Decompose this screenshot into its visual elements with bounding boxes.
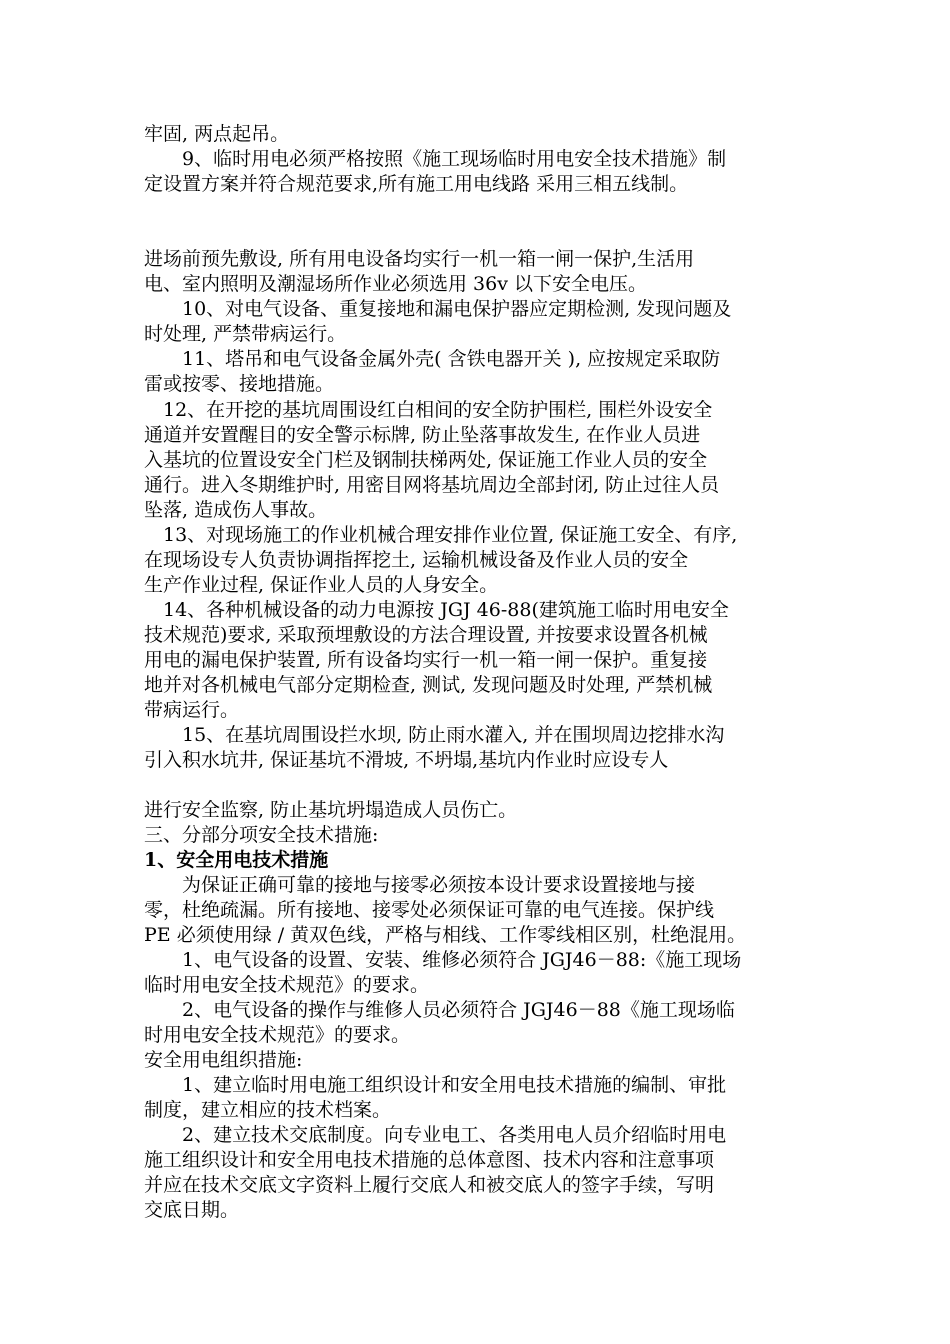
- text-line: 入基坑的位置设安全门栏及钢制扶梯两处, 保证施工作业人员的安全: [144, 449, 708, 471]
- text-line: 雷或按零、接地措施。: [144, 373, 335, 395]
- text-line: 制度，建立相应的技术档案。: [144, 1099, 392, 1121]
- text-line: 并应在技术交底文字资料上履行交底人和被交底人的签字手续，写明: [144, 1174, 715, 1196]
- text-line: 通行。进入冬期维护时, 用密目网将基坑周边全部封闭, 防止过往人员: [144, 474, 720, 496]
- text-line: 安全用电组织措施:: [144, 1049, 303, 1071]
- text-line: 坠落, 造成伤人事故。: [144, 499, 328, 521]
- text-line: 用电的漏电保护装置, 所有设备均实行一机一箱一闸一保护。重复接: [144, 649, 708, 671]
- text-line: 时用电安全技术规范》的要求。: [144, 1024, 411, 1046]
- text-line: 零，杜绝疏漏。所有接地、接零处必须保证可靠的电气连接。保护线: [144, 899, 715, 921]
- text-line: 在现场设专人负责协调指挥挖土, 运输机械设备及作业人员的安全: [144, 549, 689, 571]
- text-line: 11、塔吊和电气设备金属外壳( 含铁电器开关 ), 应按规定采取防: [144, 348, 721, 370]
- text-line: 13、对现场施工的作业机械合理安排作业位置, 保证施工安全、有序,: [144, 524, 738, 546]
- text-line: 引入积水坑井, 保证基坑不滑坡, 不坍塌,基坑内作业时应设专人: [144, 749, 669, 771]
- text-line: 1、建立临时用电施工组织设计和安全用电技术措施的编制、审批: [144, 1074, 727, 1096]
- text-line: 15、在基坑周围设拦水坝, 防止雨水灌入, 并在围坝周边挖排水沟: [144, 724, 725, 746]
- text-line: PE 必须使用绿 / 黄双色线，严格与相线、工作零线相区别，杜绝混用。: [144, 924, 747, 946]
- text-line: 14、各种机械设备的动力电源按 JGJ 46-88(建筑施工临时用电安全: [144, 599, 729, 621]
- text-line: 2、电气设备的操作与维修人员必须符合 JGJ46－88《施工现场临: [144, 999, 735, 1021]
- text-line: 12、在开挖的基坑周围设红白相间的安全防护围栏, 围栏外设安全: [144, 399, 713, 421]
- text-line: 通道并安置醒目的安全警示标牌, 防止坠落事故发生, 在作业人员进: [144, 424, 701, 446]
- text-line: 10、对电气设备、重复接地和漏电保护器应定期检测, 发现问题及: [144, 298, 732, 320]
- text-line: 电、室内照明及潮湿场所作业必须选用 36v 以下安全电压。: [144, 273, 647, 295]
- section-title: 三、分部分项安全技术措施:: [144, 824, 379, 846]
- text-line: 时处理, 严禁带病运行。: [144, 323, 347, 345]
- text-line: 为保证正确可靠的接地与接零必须按本设计要求设置接地与接: [144, 874, 696, 896]
- subsection-heading: 1、安全用电技术措施: [144, 849, 329, 871]
- text-line: 2、建立技术交底制度。向专业电工、各类用电人员介绍临时用电: [144, 1124, 727, 1146]
- text-line: 进场前预先敷设, 所有用电设备均实行一机一箱一闸一保护,生活用: [144, 248, 695, 270]
- text-line: 牢固, 两点起吊。: [144, 123, 290, 145]
- text-line: 定设置方案并符合规范要求,所有施工用电线路 采用三相五线制。: [144, 173, 689, 195]
- text-line: 进行安全监察, 防止基坑坍塌造成人员伤亡。: [144, 799, 518, 821]
- text-line: 生产作业过程, 保证作业人员的人身安全。: [144, 574, 499, 596]
- text-line: 带病运行。: [144, 699, 240, 721]
- text-line: 地并对各机械电气部分定期检查, 测试, 发现问题及时处理, 严禁机械: [144, 674, 713, 696]
- text-line: 技术规范)要求, 采取预埋敷设的方法合理设置, 并按要求设置各机械: [144, 624, 708, 646]
- text-line: 9、临时用电必须严格按照《施工现场临时用电安全技术措施》制: [144, 148, 727, 170]
- text-line: 1、电气设备的设置、安装、维修必须符合 JGJ46－88:《施工现场: [144, 949, 742, 971]
- text-line: 交底日期。: [144, 1199, 240, 1221]
- text-line: 施工组织设计和安全用电技术措施的总体意图、技术内容和注意事项: [144, 1149, 715, 1171]
- text-line: 临时用电安全技术规范》的要求。: [144, 974, 430, 996]
